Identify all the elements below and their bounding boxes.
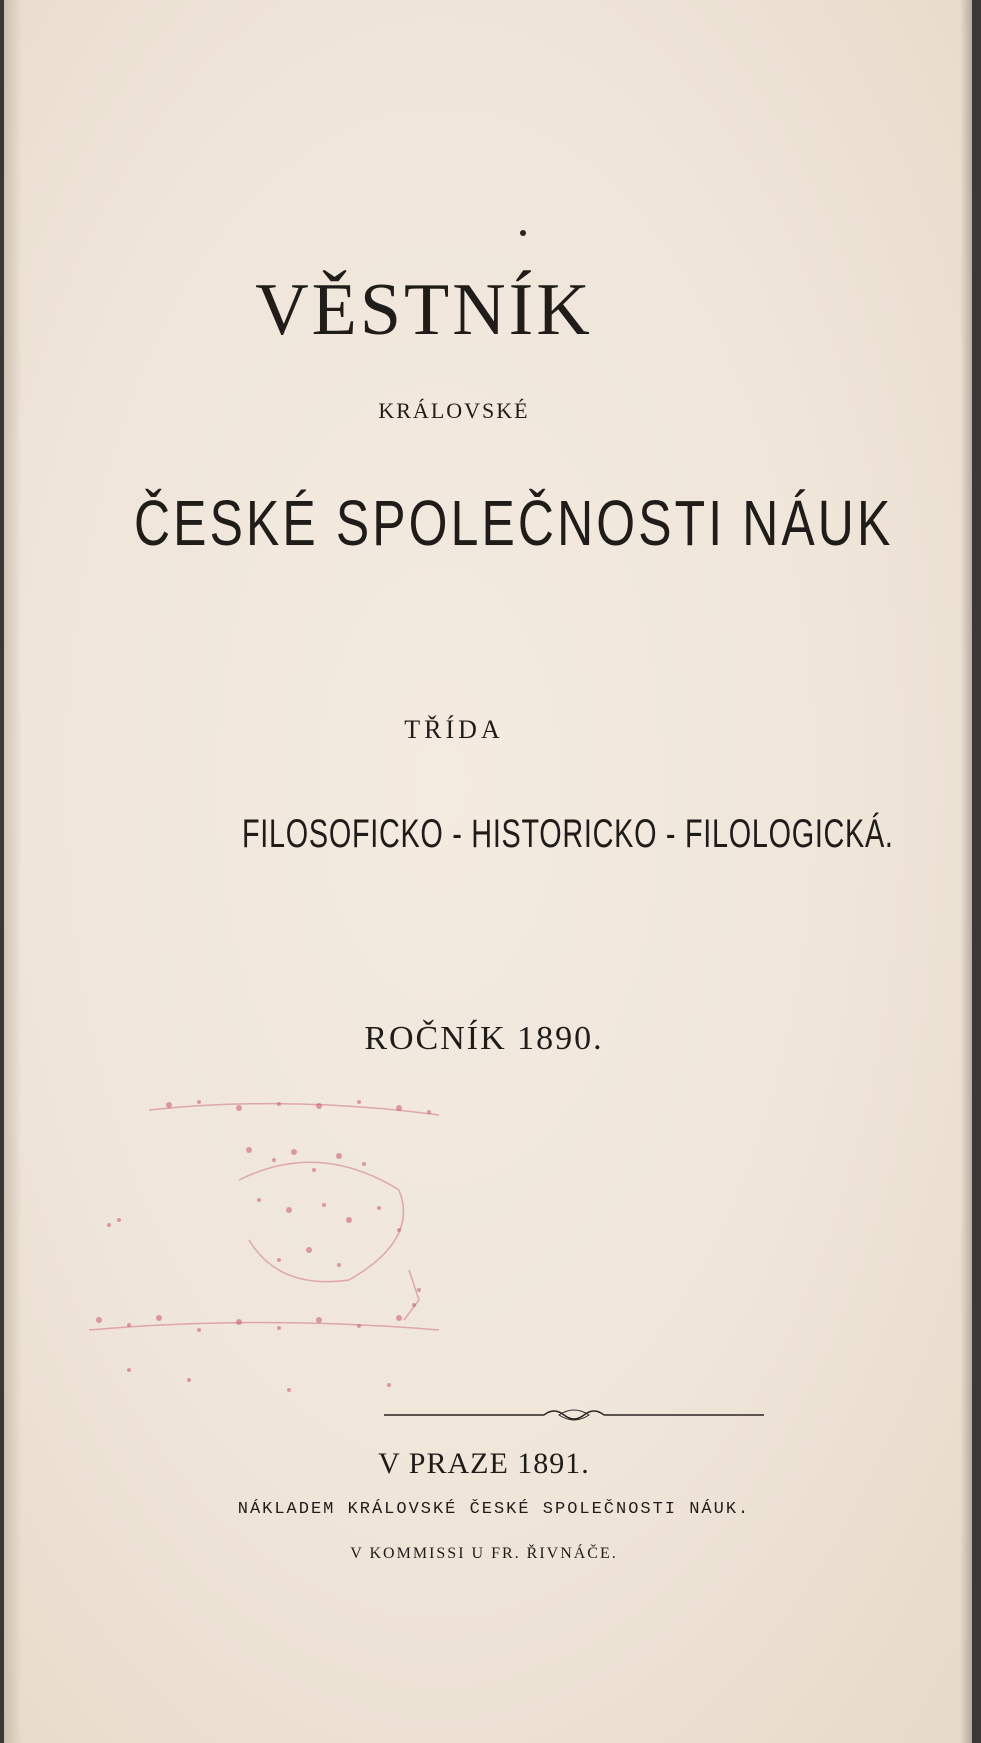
class-name: FILOSOFICKO - HISTORICKO - FILOLOGICKÁ.: [241, 812, 894, 856]
library-stamp-icon: [89, 1090, 489, 1410]
imprint-publisher: NÁKLADEM KRÁLOVSKÉ ČESKÉ SPOLEČNOSTI NÁUK.: [237, 1500, 751, 1519]
ink-speck: [520, 230, 526, 236]
imprint-place-year: V PRAZE 1891.: [378, 1447, 590, 1480]
journal-title: VĚSTNÍK: [255, 269, 593, 351]
page-edge: [960, 0, 972, 1743]
journal-subtitle-royal: KRÁLOVSKÉ: [378, 398, 530, 423]
ornament-rule: [384, 1405, 764, 1425]
volume-year: ROČNÍK 1890.: [364, 1020, 604, 1057]
society-name: ČESKÉ SPOLEČNOSTI NÁUK: [134, 487, 894, 559]
imprint-commission: V KOMMISSI U FR. ŘIVNÁČE.: [350, 1545, 618, 1562]
title-page: [4, 0, 972, 1743]
spine-shadow: [4, 0, 22, 1743]
class-label: TŘÍDA: [404, 715, 504, 744]
